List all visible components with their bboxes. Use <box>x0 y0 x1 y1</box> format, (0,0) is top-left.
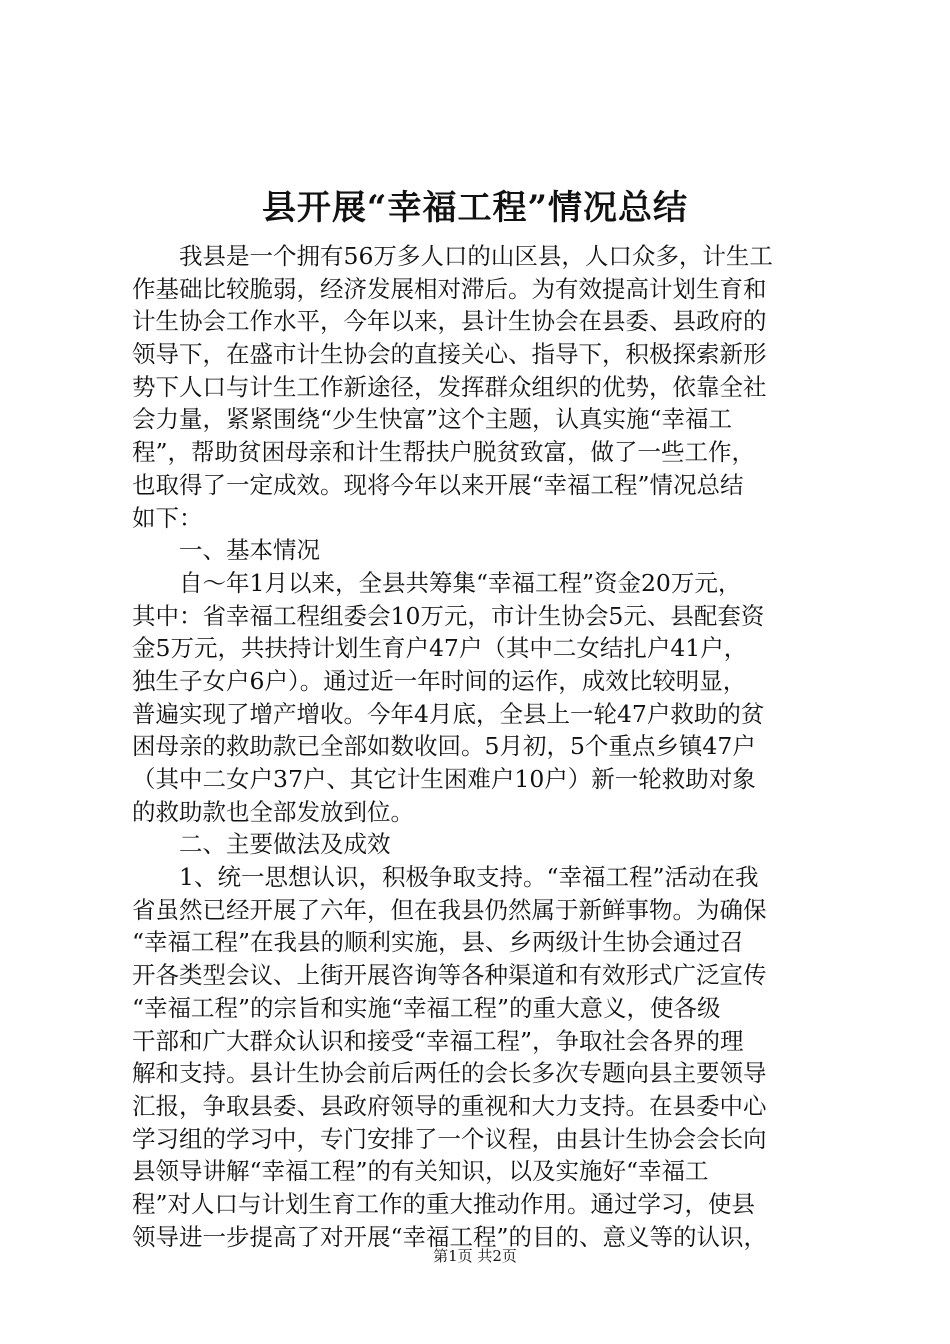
text-line: 的救助款也全部发放到位。 <box>132 797 414 826</box>
text-line: 程”对人口与计划生育工作的重大推动作用。通过学习，使县 <box>132 1189 756 1218</box>
text-line: 领导进一步提高了对开展“幸福工程”的目的、意义等的认识， <box>132 1222 768 1251</box>
text-line: 省虽然已经开展了六年，但在我县仍然属于新鲜事物。为确保 <box>132 895 767 924</box>
text-line: 会力量，紧紧围绕“少生快富”这个主题，认真实施“幸福工 <box>132 405 733 434</box>
text-line: 势下人口与计生工作新途径，发挥群众组织的优势，依靠全社 <box>132 372 767 401</box>
text-line: “幸福工程”的宗旨和实施“幸福工程”的重大意义，使各级 <box>132 993 721 1022</box>
text-line: （其中二女户37户、其它计生困难户10户）新一轮救助对象 <box>132 765 756 793</box>
text-line: 独生子女户6户）。通过近一年时间的运作，成效比较明显， <box>132 666 747 695</box>
text-line: 程”，帮助贫困母亲和计生帮扶户脱贫致富，做了一些工作， <box>132 438 756 467</box>
text-line: 二、主要做法及成效 <box>132 830 391 859</box>
text-line: 普遍实现了增产增收。今年4月底，全县上一轮47户救助的贫 <box>132 699 765 728</box>
text-line: 如下： <box>132 503 203 532</box>
text-line: 解和支持。县计生协会前后两任的会长多次专题向县主要领导 <box>132 1059 767 1088</box>
text-line: 县领导讲解“幸福工程”的有关知识，以及实施好“幸福工 <box>132 1157 709 1186</box>
text-line: 金5万元，共扶持计划生育户47户（其中二女结扎户41户， <box>132 634 748 663</box>
text-line: 困母亲的救助款已全部如数收回。5月初，5个重点乡镇47户 <box>132 732 756 761</box>
text-line: 开各类型会议、上街开展咨询等各种渠道和有效形式广泛宣传 <box>132 961 767 990</box>
text-line: 自～年1月以来，全县共筹集“幸福工程”资金20万元， <box>132 568 742 597</box>
text-line: 其中：省幸福工程组委会10万元，市计生协会5元、县配套资 <box>132 601 765 630</box>
document-body <box>132 240 832 1253</box>
text-line: 1、统一思想认识，积极争取支持。“幸福工程”活动在我 <box>132 863 759 892</box>
text-line: 学习组的学习中，专门安排了一个议程，由县计生协会会长向 <box>132 1124 767 1153</box>
text-line: 作基础比较脆弱，经济发展相对滞后。为有效提高计划生育和 <box>132 274 767 303</box>
text-line: 干部和广大群众认识和接受“幸福工程”，争取社会各界的理 <box>132 1026 744 1055</box>
text-line: 也取得了一定成效。现将今年以来开展“幸福工程”情况总结 <box>132 470 744 499</box>
text-line: “幸福工程”在我县的顺利实施，县、乡两级计生协会通过召 <box>132 928 744 957</box>
text-line: 汇报，争取县委、县政府领导的重视和大力支持。在县委中心 <box>132 1091 767 1120</box>
text-line: 领导下，在盛市计生协会的直接关心、指导下，积极探索新形 <box>132 340 767 369</box>
text-line: 一、基本情况 <box>132 536 320 565</box>
text-line: 我县是一个拥有56万多人口的山区县，人口众多，计生工 <box>132 242 773 270</box>
text-line: 计生协会工作水平，今年以来，县计生协会在县委、县政府的 <box>132 307 767 336</box>
document-title: 县开展“幸福工程”情况总结 <box>261 188 689 228</box>
page-footer: 第1页 共2页 <box>433 1247 517 1265</box>
